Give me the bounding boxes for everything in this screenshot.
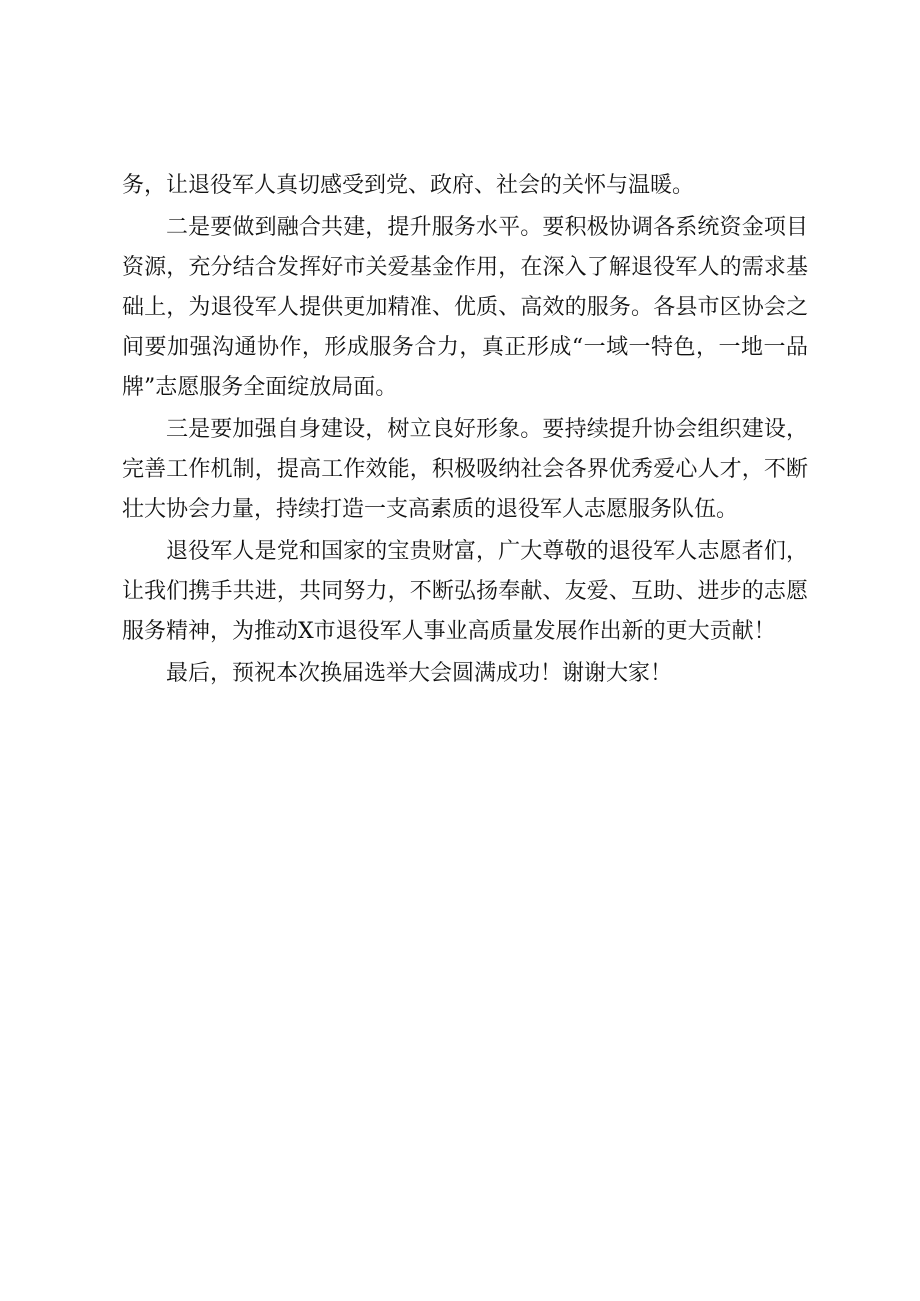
paragraph-closing: 最后，预祝本次换届选举大会圆满成功！谢谢大家！ xyxy=(166,661,673,686)
paragraph-veterans-wealth: 退役军人是党和国家的宝贵财富，广大尊敬的退役军人志愿者们，让我们携手共进，共同努力，不断弘扬奉献、友爱、互助、进步的志愿服务精神，为推动X市退役军人事业高质量发展作出新的更大贡献！ xyxy=(122,539,808,644)
paragraph-self-building: 三是要加强自身建设，树立良好形象。要持续提升协会组织建设，完善工作机制，提高工作效能，积极吸纳社会各界优秀爱心人才，不断壮大协会力量，持续打造一支高素质的退役军人志愿服务队伍。 xyxy=(122,417,808,522)
paragraph-integration: 二是要做到融合共建，提升服务水平。要积极协调各系统资金项目资源，充分结合发挥好市关爱基金作用，在深入了解退役军人的需求基础上，为退役军人提供更加精准、优质、高效的服务。各县市区协会之间要加强沟通协作，形成服务合力，真正形成“一域一特色，一地一品牌”志愿服务全面绽放局面。 xyxy=(122,215,808,400)
document-body xyxy=(122,166,808,696)
paragraph-continuation: 务，让退役军人真切感受到党、政府、社会的关怀与温暖。 xyxy=(122,173,695,198)
